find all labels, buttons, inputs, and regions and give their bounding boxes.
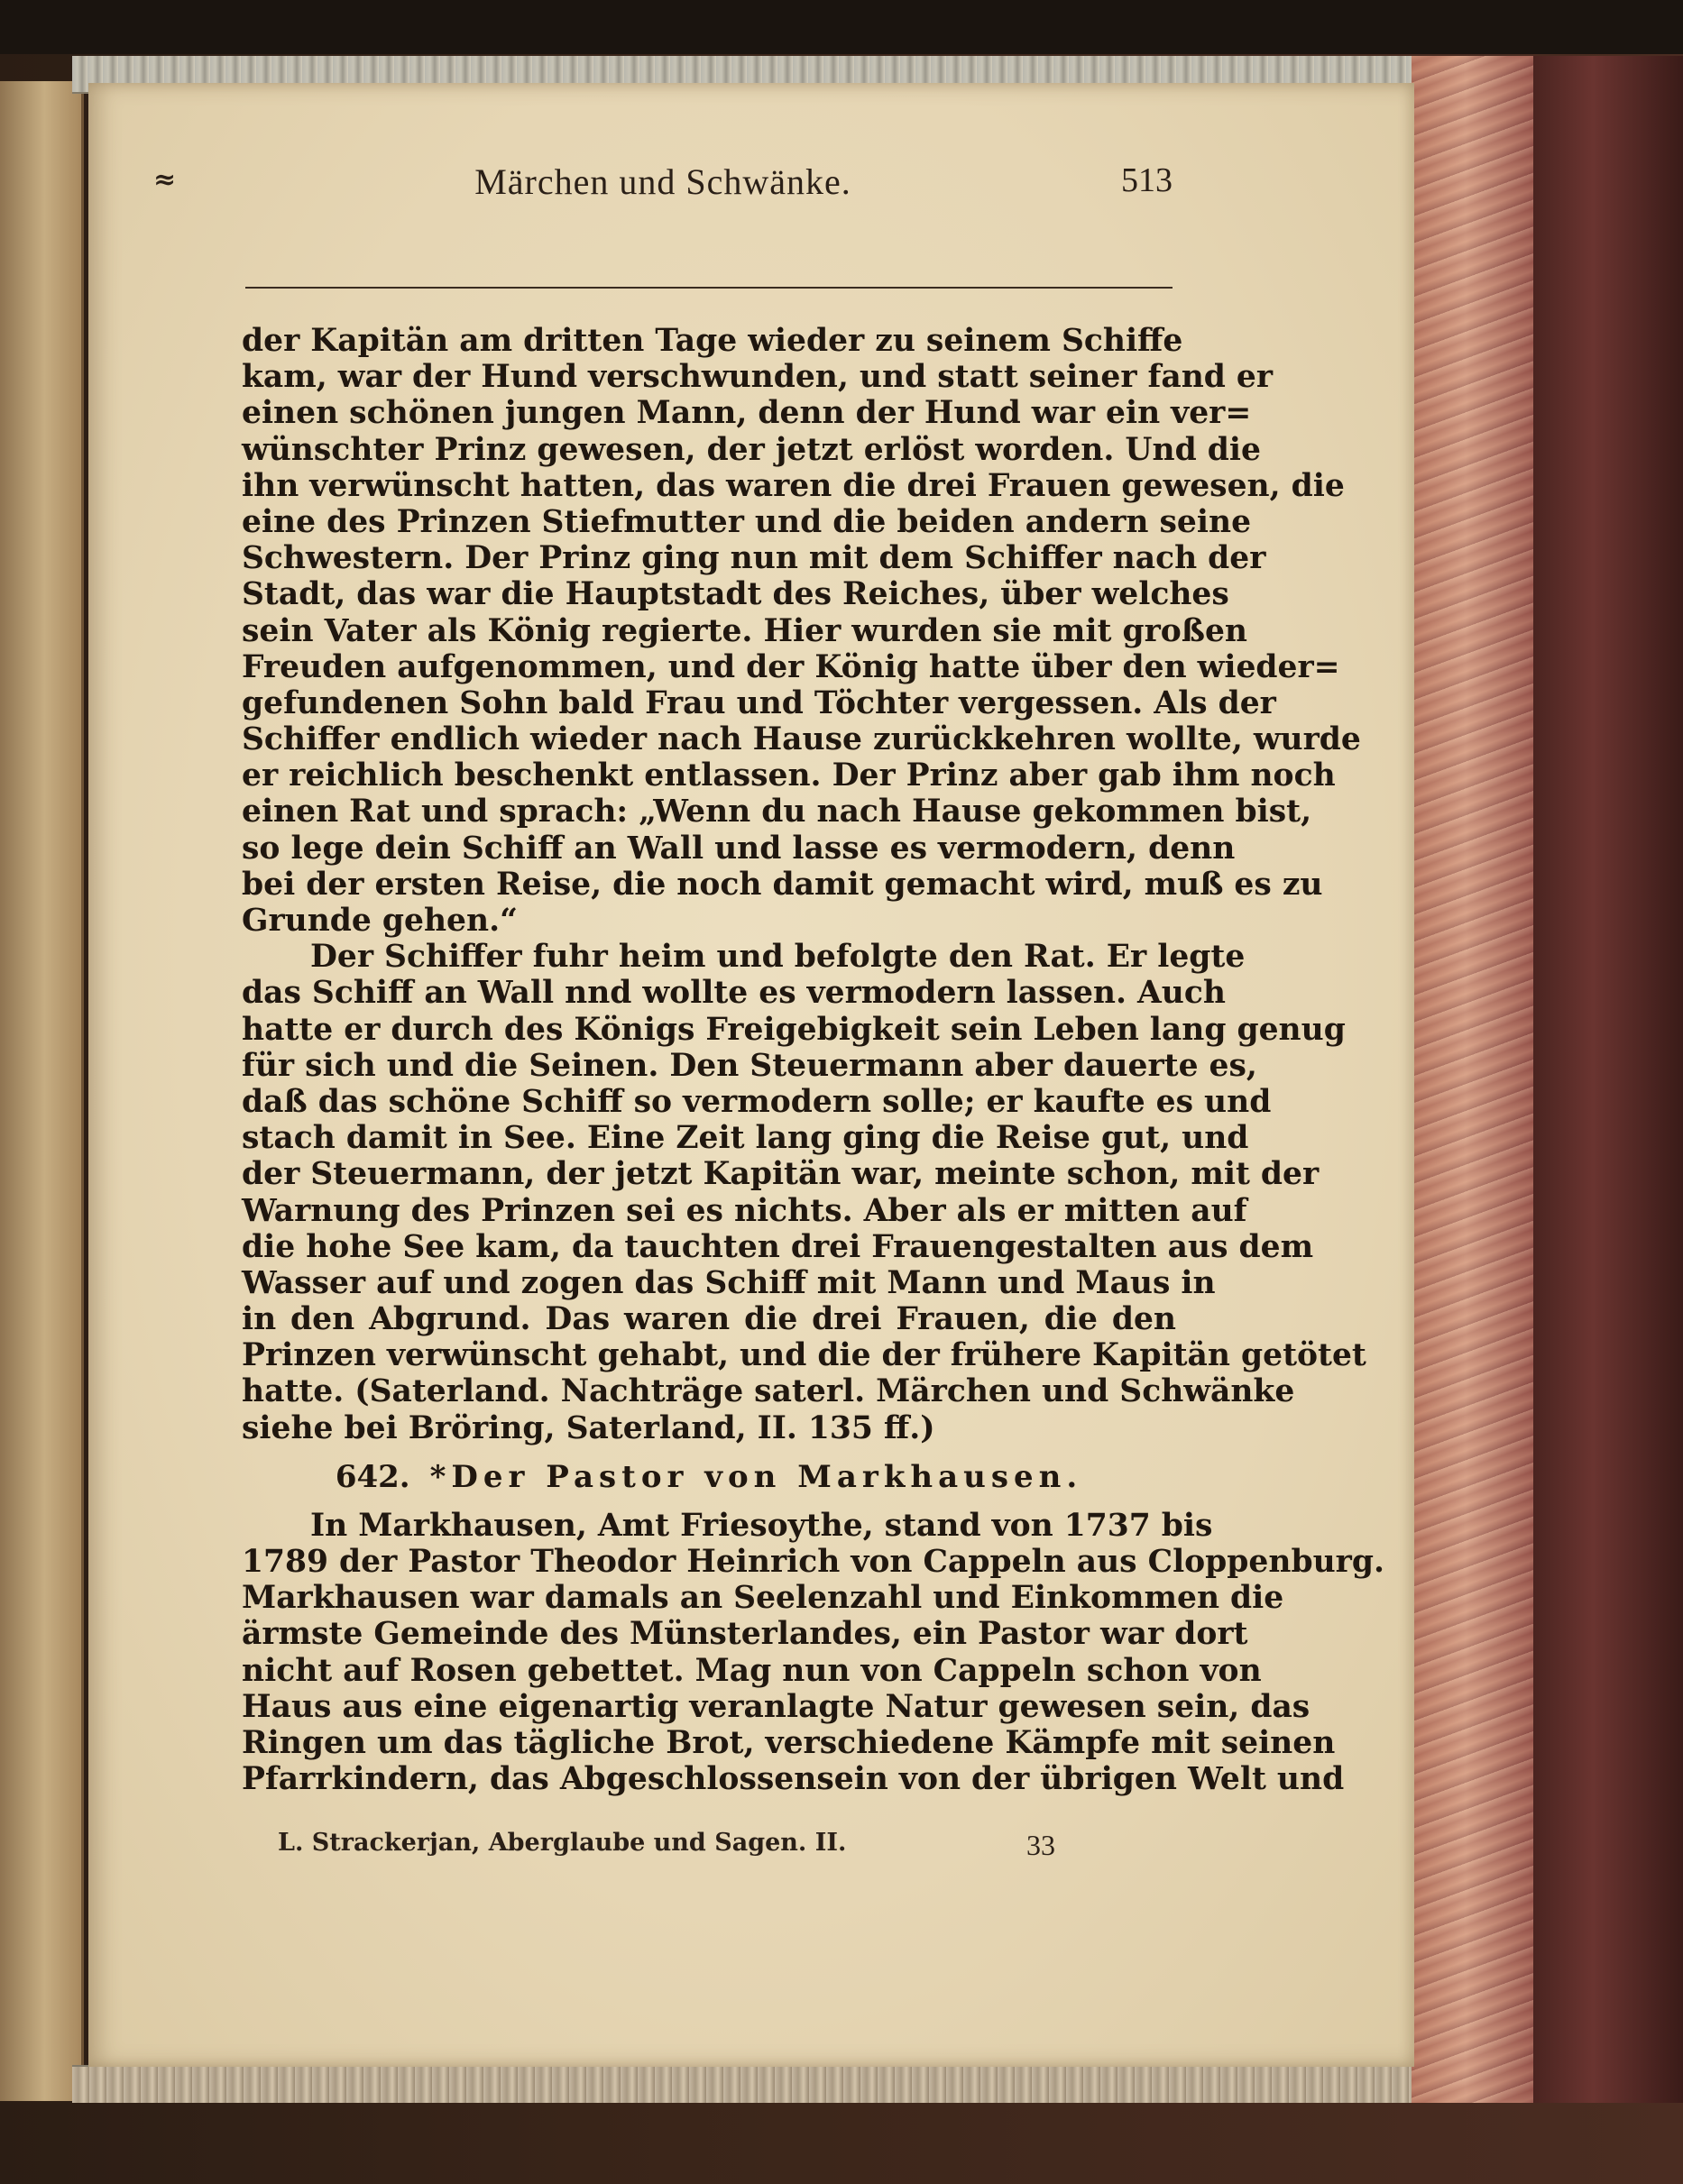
text-line: der Steuermann, der jetzt Kapitän war, meinte schon, mit der: [242, 1156, 1320, 1193]
text-line: ärmste Gemeinde des Münsterlandes, ein Pastor war dort: [242, 1616, 1248, 1653]
text-line: gefundenen Sohn bald Frau und Töchter vergessen. Als der: [242, 684, 1276, 721]
text-line: in den Abgrund. Das waren die drei Frauen, die den: [242, 1301, 1176, 1338]
text-line: Freuden aufgenommen, und der König hatte über den wieder=: [242, 648, 1340, 685]
text-line: die hohe See kam, da tauchten drei Frauengestalten aus dem: [242, 1228, 1314, 1265]
page-number: 513: [1121, 161, 1173, 199]
text-line: 1789 der Pastor Theodor Heinrich von Cappeln aus Cloppenburg.: [242, 1544, 1384, 1580]
header-rule: [245, 287, 1173, 289]
text-line: daß das schöne Schiff so vermodern solle; er kaufte es und: [242, 1083, 1272, 1120]
text-line: bei der ersten Reise, die noch damit gemacht wird, muß es zu: [242, 866, 1323, 903]
section-title: *Der Pastor von Markhausen.: [429, 1458, 1083, 1495]
text-line: hatte. (Saterland. Nachträge saterl. Märchen und Schwänke: [242, 1373, 1295, 1410]
text-line: kam, war der Hund verschwunden, und statt seiner fand er: [242, 359, 1274, 396]
body-text: [242, 323, 1384, 1798]
text-line: In Markhausen, Amt Friesoythe, stand von 1737 bis: [310, 1507, 1213, 1544]
text-line: Ringen um das tägliche Brot, verschiedene Kämpfe mit seinen: [242, 1724, 1336, 1761]
text-line: nicht auf Rosen gebettet. Mag nun von Cappeln schon von: [242, 1652, 1262, 1689]
text-line: Stadt, das war die Hauptstadt des Reiches, über welches: [242, 576, 1229, 613]
text-line: Schwestern. Der Prinz ging nun mit dem Schiffer nach der: [242, 540, 1266, 577]
text-line: der Kapitän am dritten Tage wieder zu seinem Schiffe: [242, 323, 1183, 359]
text-line: Der Schiffer fuhr heim und befolgte den Rat. Er legte: [310, 939, 1246, 976]
text-line: einen Rat und sprach: „Wenn du nach Hause gekommen bist,: [242, 794, 1312, 830]
page-stack-bottom: [72, 2065, 1479, 2103]
text-line: Grunde gehen.“: [242, 903, 518, 939]
text-line: für sich und die Seinen. Den Steuermann aber dauerte es,: [242, 1047, 1257, 1084]
page-footer: [278, 1829, 1090, 1865]
paragraph-1: [242, 323, 1361, 939]
text-line: Warnung des Prinzen sei es nichts. Aber als er mitten auf: [242, 1192, 1247, 1229]
header-mark: ≈: [153, 164, 177, 196]
paragraph-2: [242, 939, 1366, 1446]
text-line: Prinzen verwünscht gehabt, und die der frühere Kapitän getötet: [242, 1337, 1366, 1374]
book-spine: [1533, 56, 1683, 2103]
text-line: so lege dein Schiff an Wall und lasse es vermodern, denn: [242, 830, 1236, 867]
paragraph-3: [242, 1507, 1384, 1798]
text-line: ihn verwünscht hatten, das waren die drei Frauen gewesen, die: [242, 467, 1345, 504]
text-line: er reichlich beschenkt entlassen. Der Prinz aber gab ihm noch: [242, 757, 1336, 794]
text-line: siehe bei Bröring, Saterland, II. 135 ff.): [242, 1409, 935, 1446]
text-line: Schiffer endlich wieder nach Hause zurückkehren wollte, wurde: [242, 721, 1361, 758]
sheet-number: 33: [1026, 1829, 1055, 1861]
text-line: einen schönen jungen Mann, denn der Hund war ein ver=: [242, 395, 1252, 432]
text-line: das Schiff an Wall nnd wollte es vermodern lassen. Auch: [242, 975, 1226, 1012]
text-line: Wasser auf und zogen das Schiff mit Mann und Maus in: [242, 1264, 1216, 1301]
text-line: wünschter Prinz gewesen, der jetzt erlöst worden. Und die: [242, 431, 1261, 468]
section-number: 642.: [335, 1458, 410, 1495]
printer-signature: L. Strackerjan, Aberglaube und Sagen. II.: [278, 1829, 847, 1857]
text-line: Pfarrkindern, das Abgeschlossensein von der übrigen Welt und: [242, 1761, 1345, 1798]
text-line: sein Vater als König regierte. Hier wurden sie mit großen: [242, 612, 1248, 649]
left-page-edge: [0, 81, 84, 2101]
text-line: Markhausen war damals an Seelenzahl und Einkommen die: [242, 1580, 1284, 1617]
text-line: hatte er durch des Königs Freigebigkeit sein Leben lang genug: [242, 1011, 1346, 1048]
text-line: eine des Prinzen Stiefmutter und die beiden andern seine: [242, 503, 1252, 540]
page-header: [153, 161, 1173, 206]
section-heading: [242, 1446, 1176, 1508]
running-title: Märchen und Schwänke.: [474, 161, 851, 202]
text-line: stach damit in See. Eine Zeit lang ging die Reise gut, und: [242, 1120, 1249, 1157]
text-line: Haus aus eine eigenartig veranlagte Natur gewesen sein, das: [242, 1688, 1311, 1725]
marbled-cover: [1412, 56, 1547, 2103]
